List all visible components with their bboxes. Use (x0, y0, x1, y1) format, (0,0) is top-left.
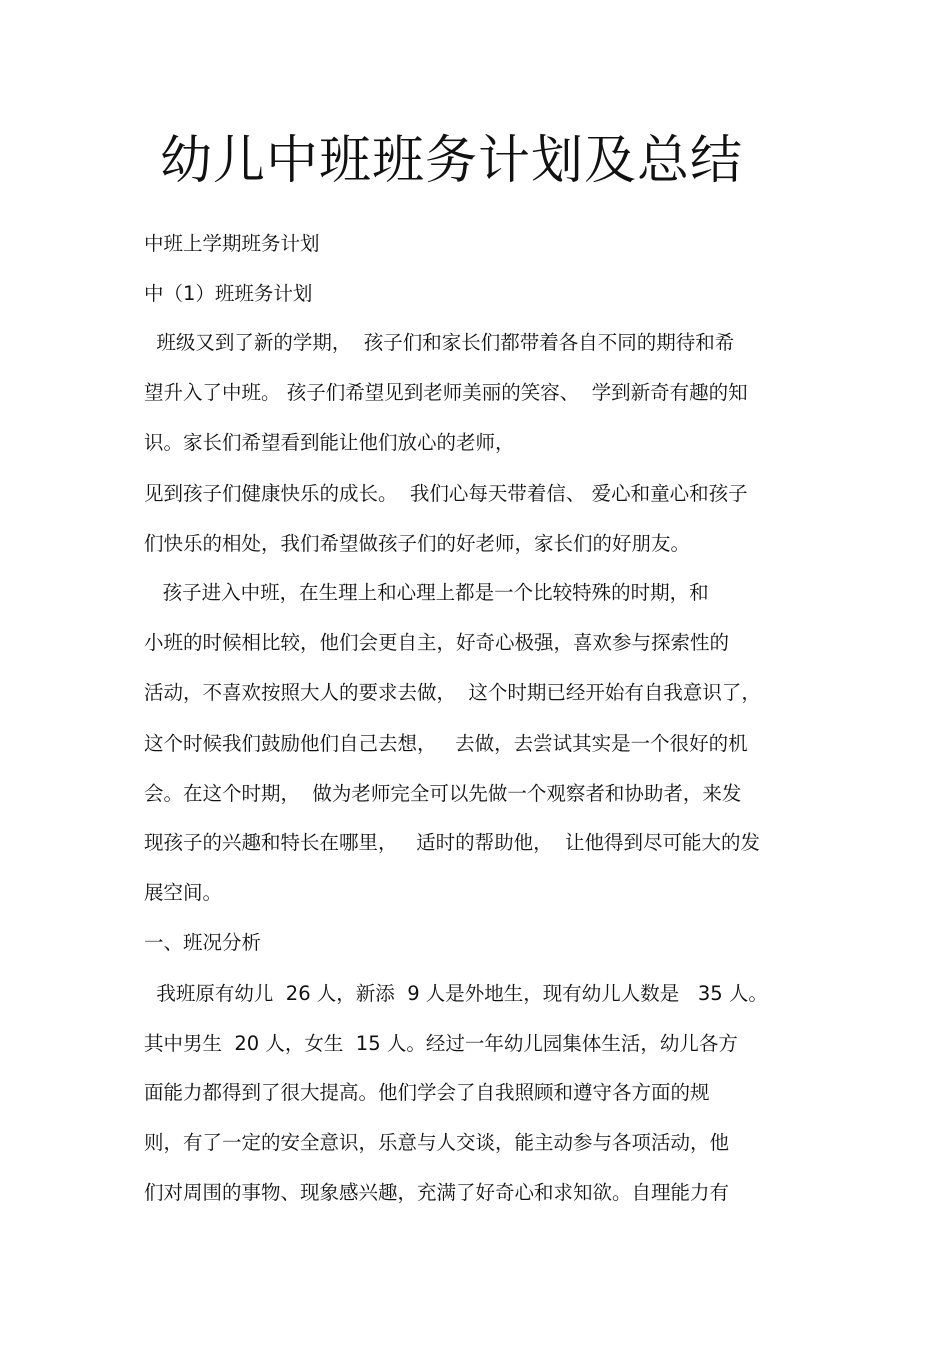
paragraph-line: 会。在这个时期， 做为老师完全可以先做一个观察者和协助者，来发 (144, 782, 742, 805)
paragraph-line: 活动，不喜欢按照大人的要求去做， 这个时期已经开始有自我意识了， (144, 681, 761, 704)
paragraph-line: 展空间。 (144, 881, 223, 904)
paragraph-line: 孩子进入中班，在生理上和心理上都是一个比较特殊的时期，和 (144, 581, 709, 604)
paragraph-line: 们对周围的事物、现象感兴趣，充满了好奇心和求知欲。自理能力有 (144, 1181, 730, 1204)
paragraph-line: 其中男生 20 人，女生 15 人。经过一年幼儿园集体生活，幼儿各方 (144, 1032, 738, 1055)
paragraph-line: 面能力都得到了很大提高。他们学会了自我照顾和遵守各方面的规 (144, 1081, 710, 1104)
paragraph-line: 见到孩子们健康快乐的成长。 我们心每天带着信、 爱心和童心和孩子 (144, 482, 748, 505)
paragraph-line: 这个时候我们鼓励他们自己去想， 去做，去尝试其实是一个很好的机 (144, 732, 748, 755)
paragraph-line: 现孩子的兴趣和特长在哪里， 适时的帮助他， 让他得到尽可能大的发 (144, 831, 760, 854)
paragraph-line: 则，有了一定的安全意识，乐意与人交谈，能主动参与各项活动，他 (144, 1131, 730, 1154)
paragraph-line: 们快乐的相处，我们希望做孩子们的好老师，家长们的好朋友。 (144, 532, 691, 555)
paragraph-line: 小班的时候相比较，他们会更自主，好奇心极强，喜欢参与探索性的 (144, 631, 730, 654)
document-title: 幼儿中班班务计划及总结 (160, 131, 744, 191)
subtitle-class-plan: 中（1）班班务计划 (144, 282, 313, 305)
paragraph-line: 班级又到了新的学期， 孩子们和家长们都带着各自不同的期待和希 (144, 331, 735, 354)
paragraph-line: 望升入了中班。 孩子们希望见到老师美丽的笑容、 学到新奇有趣的知 (144, 381, 748, 404)
paragraph-line: 识。家长们希望看到能让他们放心的老师， (144, 431, 515, 454)
subtitle-term-plan: 中班上学期班务计划 (144, 232, 320, 255)
section-heading-class-analysis: 一、班况分析 (144, 931, 262, 954)
paragraph-line: 我班原有幼儿 26 人，新添 9 人是外地生，现有幼儿人数是 35 人。 (144, 982, 768, 1005)
